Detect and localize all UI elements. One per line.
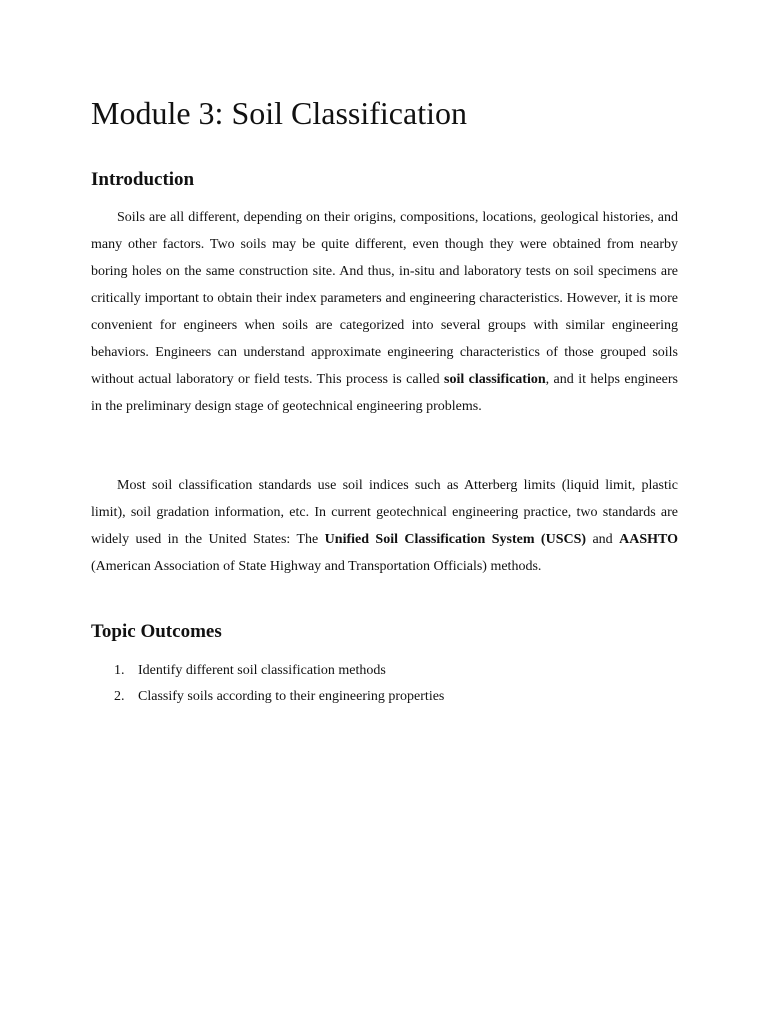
p1-text-after: , and it helps engineers in the preliminary design stage of geotechnical engineering problems. [91,372,678,414]
outcomes-list [91,658,444,710]
page-title: Module 3: Soil Classification [91,95,467,131]
topic-outcomes-heading: Topic Outcomes [91,621,222,642]
p2-text-part1: Most soil classification standards use soil indices such as Atterberg limits (liquid limit, plastic limit), soil gradation information, etc. In current geotechnical engineering practice, two standards are widely used in the United States: The [91,478,678,547]
list-item-number: 2. [114,689,125,704]
list-item-text: Identify different soil classification methods [138,663,386,678]
p2-bold-aashto: AASHTO [619,532,678,547]
p1-text-before: Soils are all different, depending on their origins, compositions, locations, geological histories, and many other factors. Two soils may be quite different, even though they were obtained from nearby boring holes on the same construction site. And thus, in-situ and laboratory tests on soil specimens are critically important to obtain their index parameters and engineering characteristics. However, it is more convenient for engineers when soils are categorized into several groups with similar engineering behaviors. Engineers can understand approximate engineering characteristics of those grouped soils without actual laboratory or field tests. This process is called [91,210,678,387]
list-item [91,684,444,710]
list-item-number: 1. [114,663,125,678]
list-item [91,658,444,684]
p2-bold-uscs: Unified Soil Classification System (USCS) [324,532,587,547]
list-item-text: Classify soils according to their engineering properties [138,689,445,704]
introduction-heading: Introduction [91,169,195,190]
p2-text-part3: (American Association of State Highway and Transportation Officials) methods. [91,559,542,574]
p2-text-part2: and [586,532,620,547]
introduction-paragraph-1 [91,204,678,420]
p1-bold-term: soil classification [444,372,546,387]
introduction-paragraph-2 [91,472,678,580]
